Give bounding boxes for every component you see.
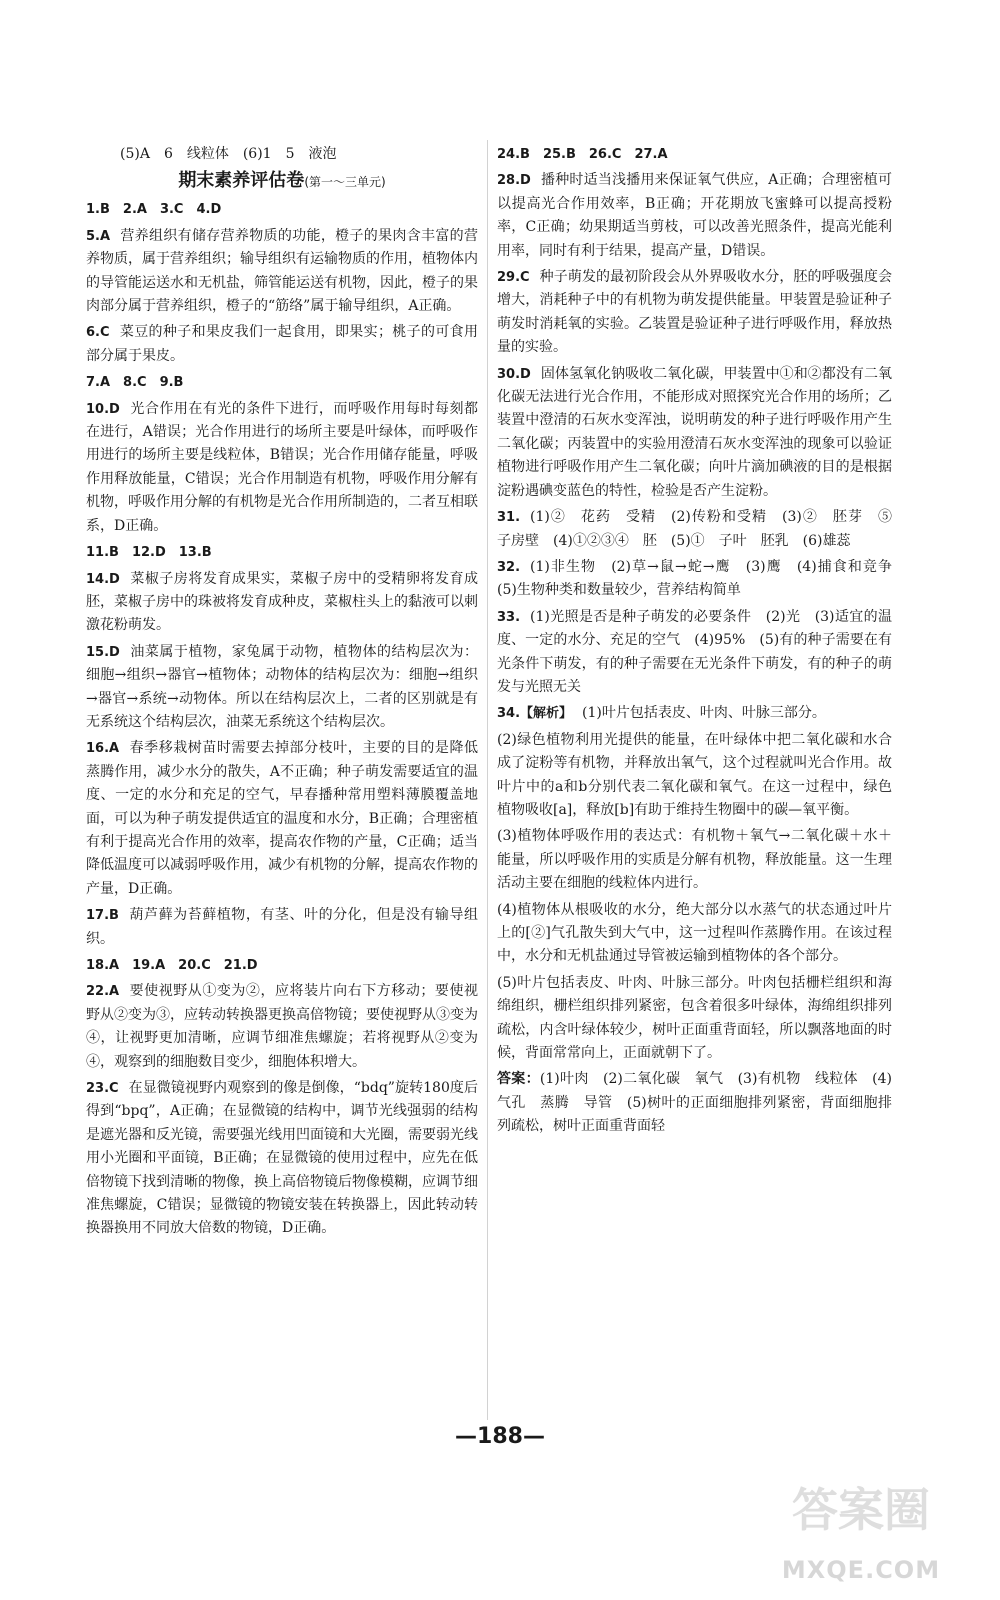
answer-number: 10.D — [86, 401, 120, 417]
answer-number: 14.D — [86, 571, 120, 587]
answer-item — [497, 825, 892, 895]
answer-number: 23.C — [86, 1081, 119, 1097]
answer-number: 29.C — [497, 270, 530, 286]
answer-number: 15.D — [86, 644, 120, 660]
answer-number: 30.D — [497, 366, 531, 382]
answer-number: 32. — [497, 559, 521, 575]
answer-text: (1)叶肉 (2)二氧化碳 氧气 (3)有机物 线粒体 (4)气孔 蒸腾 导管 (5)树叶的正面细胞排列紧密，背面细胞排列疏松，树叶正面重背面轻 — [497, 1071, 892, 1135]
answer-item — [86, 541, 478, 564]
answer-item — [497, 556, 906, 603]
right-answer-list — [497, 143, 906, 1065]
answer-item — [497, 169, 892, 263]
answer-explanation: (1)叶片包括表皮、叶肉、叶脉三部分。 — [582, 705, 826, 722]
right-column — [497, 143, 906, 1142]
answer-item — [86, 225, 478, 319]
answer-item — [497, 363, 892, 503]
answer-item — [86, 371, 478, 394]
column-divider — [487, 140, 488, 1420]
answer-number: 5.A — [86, 228, 111, 244]
answer-explanation: (1)光照是否是种子萌发的必要条件 (2)光 (3)适宜的温度、一定的水分、充足的空气 (4)95% (5)有的种子需要在有光条件下萌发，有的种子需要在无光条件下萌发，有的种子的萌发与光照无关 — [497, 608, 892, 695]
answer-number: 28.D — [497, 173, 531, 189]
final-answer — [497, 1068, 892, 1138]
answer-item — [497, 702, 892, 725]
answer-explanation: (1)② 花药 受精 (2)传粉和受精 (3)② 胚芽 ⑤ 子房壁 (4)①②③④ 胚 (5)① 子叶 胚乳 (6)雄蕊 — [497, 509, 906, 549]
answer-number: 33. — [497, 609, 521, 625]
answer-explanation: 种子萌发的最初阶段会从外界吸收水分，胚的呼吸强度会增大，消耗种子中的有机物为萌发提供能量。甲装置是验证种子萌发时消耗氧的实验。乙装置是验证种子进行呼吸作用，释放热量的实验。 — [497, 269, 892, 356]
answer-item — [86, 641, 478, 735]
answer-number: 17.B — [86, 908, 119, 924]
answer-item — [497, 506, 906, 553]
answer-item — [86, 1077, 478, 1241]
answer-number: 7.A 8.C 9.B — [86, 375, 184, 391]
page-number: —188— — [455, 1424, 545, 1449]
answer-item — [497, 606, 892, 700]
answer-item — [497, 143, 892, 166]
answer-number: 1.B 2.A 3.C 4.D — [86, 202, 222, 218]
intro-line: (5)A 6 线粒体 (6)1 5 液泡 — [120, 146, 337, 162]
left-column — [86, 143, 478, 1244]
watermark — [746, 1474, 976, 1584]
answer-item — [497, 899, 892, 969]
answer-item — [497, 972, 892, 1066]
answer-explanation: 菜椒子房将发育成果实，菜椒子房中的受精卵将发育成胚，菜椒子房中的珠被将发育成种皮，菜椒柱头上的黏液可以刺激花粉萌发。 — [86, 570, 478, 634]
answer-number: 16.A — [86, 741, 120, 757]
answer-item — [86, 198, 478, 221]
section-title-main: 期末素养评估卷 — [178, 170, 305, 192]
answer-number: 22.A — [86, 984, 120, 1000]
answer-explanation: (5)叶片包括表皮、叶肉、叶脉三部分。叶肉包括栅栏组织和海绵组织，栅栏组织排列紧密，包含着很多叶绿体，海绵组织排列疏松，内含叶绿体较少，树叶正面重背面轻，所以飘落地面的时候，背面常常向上，正面就朝下了。 — [497, 974, 892, 1062]
section-title — [86, 169, 478, 194]
answer-item — [497, 266, 892, 360]
answer-explanation: 春季移栽树苗时需要去掉部分枝叶，主要的目的是降低蒸腾作用，减少水分的散失，A不正确；种子萌发需要适宜的温度、一定的水分和充足的空气，早春播种常用塑料薄膜覆盖地面，可以为种子萌发提供适宜的温度和水分，B正确；合理密植有利于提高光合作用的效率，提高农作物的产量，C正确；适当降低温度可以减弱呼吸作用，减少有机物的分解，提高农作物的产量，D正确。 — [86, 740, 478, 897]
answer-explanation: 在显微镜视野内观察到的像是倒像，“bdq”旋转180度后得到“bpq”，A正确；在显微镜的结构中，调节光线强弱的结构是遮光器和反光镜，需要强光线用凹面镜和大光圈，需要弱光线用小光圈和平面镜，B正确；在显微镜的使用过程中，应先在低倍物镜下找到清晰的物像，换上高倍物镜后物像模糊，应调节细准焦螺旋，C错误；显微镜的物镜安装在转换器上，因此转动转换器换用不同放大倍数的物镜，D正确。 — [86, 1080, 478, 1237]
answer-item — [86, 904, 478, 951]
watermark-logo: 答案圈 — [792, 1483, 930, 1537]
watermark-site: MXQE.COM — [781, 1556, 941, 1584]
answer-explanation: (1)非生物 (2)草→鼠→蛇→鹰 (3)鹰 (4)捕食和竞争 (5)生物种类和数量较少，营养结构简单 — [497, 558, 906, 599]
answer-item — [86, 954, 478, 977]
answer-number: 6.C — [86, 325, 110, 341]
answer-explanation: (3)植物体呼吸作用的表达式：有机物＋氧气→二氧化碳＋水＋能量，所以呼吸作用的实质是分解有机物，释放能量。这一生理活动主要在细胞的线粒体内进行。 — [497, 828, 892, 892]
answer-item — [86, 321, 478, 368]
answer-number: 34.【解析】 — [497, 706, 573, 722]
answer-item — [86, 980, 478, 1074]
answer-number: 31. — [497, 510, 521, 526]
answer-explanation: 播种时适当浅播用来保证氧气供应，A正确；合理密植可以提高光合作用效率，B正确；开花期放飞蜜蜂可以提高授粉率，C正确；幼果期适当剪枝，可以改善光照条件，提高光能利用率，同时有利于结果，提高产量，D错误。 — [497, 172, 892, 259]
answer-item — [497, 729, 892, 823]
answer-explanation: (2)绿色植物利用光提供的能量，在叶绿体中把二氧化碳和水合成了淀粉等有机物，并释放出氧气，这个过程就叫光合作用。故叶片中的a和b分别代表二氧化碳和氧气。在这一过程中，绿色植物吸收[a]，释放[b]有助于维持生物圈中的碳—氧平衡。 — [497, 731, 892, 818]
answer-item — [86, 737, 478, 901]
answer-label: 答案： — [497, 1071, 540, 1088]
left-answer-list — [86, 198, 478, 1240]
section-title-sub: (第一～三单元) — [304, 175, 386, 190]
answer-item — [86, 568, 478, 638]
answer-explanation: 葫芦藓为苔藓植物，有茎、叶的分化，但是没有输导组织。 — [86, 907, 478, 947]
answer-item — [86, 398, 478, 538]
answer-explanation: 固体氢氧化钠吸收二氧化碳，甲装置中①和②都没有二氧化碳无法进行光合作用，不能形成对照探究光合作用的场所；乙装置中澄清的石灰水变浑浊，说明萌发的种子进行呼吸作用产生二氧化碳；丙装置中的实验用澄清石灰水变浑浊的现象可以验证植物进行呼吸作用产生二氧化碳；向叶片滴加碘液的目的是根据淀粉遇碘变蓝色的特性，检验是否产生淀粉。 — [497, 365, 892, 499]
answer-number: 18.A 19.A 20.C 21.D — [86, 958, 258, 973]
answer-explanation: 光合作用在有光的条件下进行，而呼吸作用每时每刻都在进行，A错误；光合作用进行的场所主要是叶绿体，而呼吸作用进行的场所主要是线粒体，B错误；光合作用储存能量，呼吸作用释放能量，C错误；光合作用制造有机物，呼吸作用分解有机物，呼吸作用分解的有机物是光合作用所制造的，二者互相联系，D正确。 — [86, 400, 478, 534]
answer-explanation: 油菜属于植物，家兔属于动物，植物体的结构层次为：细胞→组织→器官→植物体；动物体的结构层次为：细胞→组织→器官→系统→动物体。所以在结构层次上，二者的区别就是有无系统这个结构层次，油菜无系统这个结构层次。 — [86, 643, 478, 730]
answer-number: 11.B 12.D 13.B — [86, 545, 212, 561]
answer-explanation: 营养组织有储存营养物质的功能，橙子的果肉含丰富的营养物质，属于营养组织；输导组织有运输物质的作用，植物体内的导管能运送水和无机盐，筛管能运送有机物，因此，橙子的果肉部分属于营养组织，橙子的“筋络”属于输导组织，A正确。 — [86, 227, 478, 315]
answer-number: 24.B 25.B 26.C 27.A — [497, 147, 668, 162]
answer-explanation: (4)植物体从根吸收的水分，绝大部分以水蒸气的状态通过叶片上的[②]气孔散失到大气中，这一过程叫作蒸腾作用。在该过程中，水分和无机盐通过导管被运输到植物体的各个部分。 — [497, 901, 892, 965]
answer-explanation: 要使视野从①变为②，应将装片向右下方移动；要使视野从②变为③，应转动转换器更换高倍物镜；要使视野从③变为④，让视野更加清晰，应调节细准焦螺旋；若将视野从②变为④，观察到的细胞数目变少，细胞体积增大。 — [86, 983, 478, 1070]
answer-explanation: 菜豆的种子和果皮我们一起食用，即果实；桃子的可食用部分属于果皮。 — [86, 324, 478, 364]
